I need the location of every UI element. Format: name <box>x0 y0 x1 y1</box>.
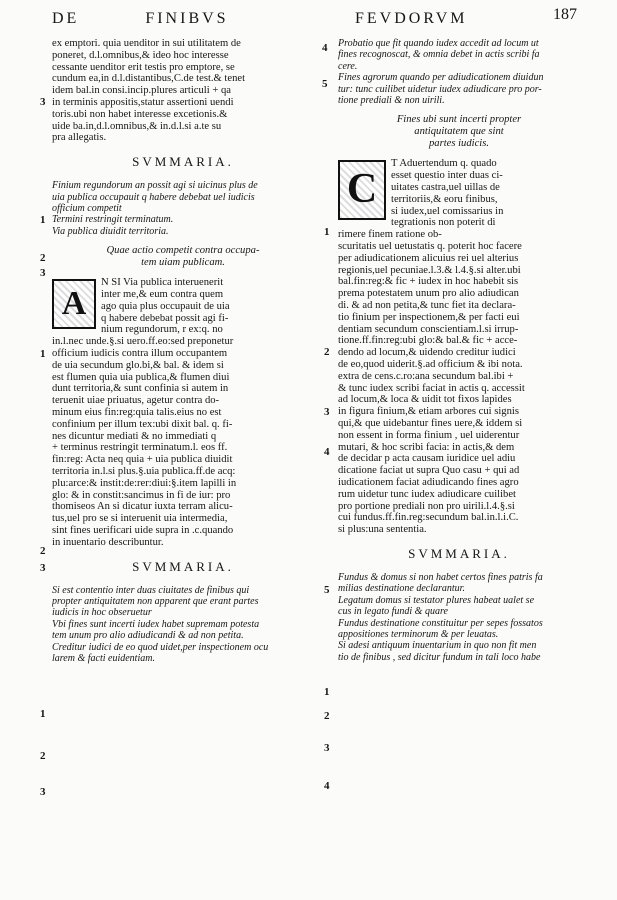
text-line: in inuentario describuntur. <box>52 536 164 548</box>
summaria-item: Fundus destinatione constituitur per sepes fossatos <box>338 617 543 629</box>
summaria-item: Via publica diuidit territoria. <box>52 225 169 237</box>
margin-number: 3 <box>324 742 330 754</box>
summaria-item: uia publica occupauit q habere debebat uel iudicis <box>52 191 255 203</box>
text-line: + terminus restringit terminatum.l. eos ff. <box>52 442 228 454</box>
text-line: T Aduertendum q. quado <box>391 158 497 170</box>
text-line: nium regundorum, r ex:q. no <box>101 324 223 336</box>
text-line: toris.ubi non habet interesse excetionis.& <box>52 108 228 120</box>
text-line: idem bal.in consi.incip.plures articuli + qa <box>52 85 231 97</box>
text-line: plu:arce:& instit:de:rer:diui:§.item lapilli in <box>52 477 237 489</box>
summaria-item: tur: tunc cuilibet uidetur iudex adiudicare pro por- <box>338 83 542 95</box>
summaria-item: Fines agrorum quando per adiudicationem diuidun <box>338 72 544 84</box>
text-line: ago quia plus occupauit de uia <box>101 300 230 312</box>
margin-number: 1 <box>324 226 330 238</box>
margin-number: 4 <box>324 446 330 458</box>
text-line: fin:reg: Acta neq quia + uia publica diuidit <box>52 454 233 466</box>
text-line: est flumen quia uia publica,& flumen diui <box>52 371 230 383</box>
margin-number: 5 <box>322 78 328 90</box>
text-line: regionis,uel pecuniae.l.3.& l.4.§.si alter.ubi <box>338 264 521 276</box>
text-line: in figura finium,& etiam arbores cui signis <box>338 406 519 418</box>
summaria-item: Termini restringit terminatum. <box>52 214 174 226</box>
section-title: Quae actio competit contra occupa- <box>106 245 260 257</box>
text-line: sint fines uerificari uide supra in .c.quando <box>52 524 234 536</box>
summaria-item: appositiones terminorum & per leuatas. <box>338 628 499 640</box>
text-line: rum uidetur tunc iudex adiudicare cuilibet <box>338 488 516 500</box>
text-line: territoriis,& eoru finibus, <box>391 193 498 205</box>
text-line: ex emptori. quia uenditor in sui utilitatem de <box>52 38 241 49</box>
summaria-item: iudicis in hoc obseruetur <box>52 607 152 619</box>
summaria-item: larem & facti euidentiam. <box>52 652 155 664</box>
main-paragraph <box>338 158 580 536</box>
margin-number: 2 <box>324 710 330 722</box>
margin-number: 3 <box>40 562 46 574</box>
summaria-item: tione prediali & non uirili. <box>338 95 445 107</box>
text-line: bal.fin:reg:& fic + iudex in hoc habebit sis <box>338 276 519 288</box>
summaria-item: fines recognoscat, & omnia debet in actis scribi fa <box>338 49 540 61</box>
summaria-item: Legatum domus si testator plures habeat ualet se <box>338 594 535 606</box>
summaria-item: Probatio que fit quando iudex accedit ad locum ut <box>338 38 539 49</box>
text-line: de eo,quod uiderit.§.ad officium & ibi nota. <box>338 358 523 370</box>
summaria-item: Fundus & domus si non habet certos fines patris fa <box>338 571 543 583</box>
text-line: teruenit uiae priuatus, agetur contra do- <box>52 395 220 407</box>
margin-number: 1 <box>324 686 330 698</box>
running-header <box>0 4 617 34</box>
margin-number: 3 <box>40 786 46 798</box>
summaria-list <box>52 180 314 237</box>
decorated-initial-c: C <box>338 160 386 220</box>
text-line: poneret, d.l.omnibus,& ideo hoc interesse <box>52 49 229 61</box>
margin-number: 2 <box>40 545 46 557</box>
summaria-heading: SVMMARIA. <box>132 154 234 170</box>
summaria-heading: SVMMARIA. <box>132 558 234 574</box>
text-line: prema potestatem unum pro alio adiudican <box>338 288 519 300</box>
margin-number: 1 <box>40 214 46 226</box>
text-line: territoria in.l.si plus.§.uia publica.ff.de acq: <box>52 465 236 477</box>
summaria-list <box>338 572 580 663</box>
text-line: dunt territoria,& sunt confinia si autem in <box>52 383 229 395</box>
header-right: FEVDORVM <box>355 10 468 27</box>
text-line: tio finium per inspectionem,& per facti eui <box>338 311 520 323</box>
text-line: per adiudicationem alicuius rei uel alterius <box>338 252 519 264</box>
right-column <box>338 38 580 663</box>
text-line: dicatione faciat ut supra Quo casu + qui ad <box>338 465 520 477</box>
text-line: iudicationem faciat adiudicando fines agro <box>338 476 519 488</box>
summaria-item: Si adesi antiquum inuentarium in quo non fit men <box>338 640 537 652</box>
section-title: tem uiam publicam. <box>141 257 225 269</box>
summaria-item: Vbi fines sunt incerti iudex habet supremam potesta <box>52 618 260 630</box>
section-title: partes iudicis. <box>428 138 490 150</box>
text-line: cui fundus.ff.fin.reg:secundum bal.in.l.i.C. <box>338 512 519 524</box>
summaria-list <box>52 585 314 665</box>
left-column <box>52 38 314 664</box>
text-line: cundum ea,in d.l.distantibus,C.de test.& tenet <box>52 73 246 85</box>
margin-number: 2 <box>40 252 46 264</box>
summaria-list <box>338 38 580 106</box>
header-left: DE FINIBVS <box>52 10 229 27</box>
summaria-item: officium competit <box>52 202 122 214</box>
summaria-item: Creditur iudici de eo quod uidet,per inspectionem ocu <box>52 641 269 653</box>
text-line: inter me,& eum contra quem <box>101 289 224 300</box>
text-line: tegrationis non poterit di <box>391 217 496 229</box>
summaria-item: cere. <box>338 60 358 72</box>
text-line: confinium per illum tex:ubi dixit bal. q. fi- <box>52 418 233 430</box>
text-line: q habere debebat possit agi fi- <box>101 312 229 324</box>
text-line: dentiam secundum conscientiam.l.si irrup- <box>338 323 519 335</box>
text-line: de uia secundum glo.bi,& bal. & idem si <box>52 359 224 371</box>
text-line: rimere finem ratione ob- <box>338 229 442 241</box>
text-line: N SI Via publica interuenerit <box>101 277 224 289</box>
text-line: in terminis appositis,statur assertioni uendi <box>52 96 234 108</box>
text-line: pro portione prediali non pro uirili.l.4.§.si <box>338 500 515 512</box>
margin-number: 1 <box>40 708 46 720</box>
summaria-item: tio de finibus , sed dicitur fundum in tali loco habe <box>338 651 541 663</box>
text-line: thomiseos An si dicatur iuxta terram alicu- <box>52 501 233 513</box>
summaria-item: propter antiquitatem non apparent que erant partes <box>52 595 259 607</box>
summaria-item: Finium regundorum an possit agi si uicinus plus de <box>52 180 258 192</box>
text-line: si iudex,uel comissarius in <box>391 205 504 217</box>
margin-number: 3 <box>40 267 46 279</box>
text-line: in.l.nec unde.§.si uero.ff.eo:sed preponetur <box>52 336 234 348</box>
summaria-heading: SVMMARIA. <box>408 545 510 561</box>
text-line: pra allegatis. <box>52 132 107 144</box>
text-line: extra de cens.c.ro:ana secundum bal.ibi + <box>338 370 514 382</box>
text-line: tus,uel pro se si interuenit uia intermedia, <box>52 513 228 525</box>
margin-number: 4 <box>324 780 330 792</box>
text-line: mutari, & hoc scribi facia: in actis,& dem <box>338 441 515 453</box>
text-line: de decidar p acta causam iuridice uel adiu <box>338 453 516 465</box>
text-line: cessante uenditor erit testis pro emptore, se <box>52 61 235 73</box>
text-line: non essent in forma finium , uel uiderentur <box>338 429 520 441</box>
margin-number: 2 <box>324 346 330 358</box>
text-line: nes dicuntur mediati & no immediati q <box>52 430 217 442</box>
margin-number: 3 <box>324 406 330 418</box>
margin-number: 4 <box>322 42 328 54</box>
text-line: scuritatis uel uetustatis q. poterit hoc facere <box>338 241 522 253</box>
text-line: qui,& que uidebantur fines uere,& iddem si <box>338 417 523 429</box>
text-line: minum eius fin:reg:quia talis.eius no est <box>52 406 222 418</box>
text-line: si plus:una sententia. <box>338 524 427 536</box>
text-line: uitates castra,uel uillas de <box>391 182 500 194</box>
text-line: di. & ad non petita,& tunc fiet ita declara- <box>338 300 516 311</box>
margin-number: 3 <box>40 96 46 108</box>
folio-number: 187 <box>553 6 577 23</box>
text-line: officium iudicis contra illum occupantem <box>52 347 228 359</box>
text-line: glo: & in constit:sancimus in fi de iur: pro <box>52 489 231 501</box>
section-title: antiquitatem que sint <box>414 126 504 138</box>
section-title: Fines ubi sunt incerti propter <box>396 114 522 126</box>
text-line: uide ba.in,d.l.omnibus,& in.d.l.si a.te su <box>52 120 222 132</box>
margin-number: 2 <box>40 750 46 762</box>
main-paragraph <box>52 277 314 548</box>
text-line: & tunc iudex scribi faciat in actis q. accessit <box>338 382 525 394</box>
margin-number: 1 <box>40 348 46 360</box>
summaria-item: milias destinatione declarantur. <box>338 583 465 595</box>
text-line: tione.ff.fin:reg:ubi glo:& bal.& fic + acce- <box>338 335 518 347</box>
margin-number: 5 <box>324 584 330 596</box>
text-line: dendo ad locum,& uidendo creditur iudici <box>338 347 516 359</box>
summaria-item: cus in legato fundi & quare <box>338 606 448 618</box>
summaria-item: Si est contentio inter duas ciuitates de finibus qui <box>52 584 250 596</box>
text-line: esset questio inter duas ci- <box>391 170 503 182</box>
summaria-item: tem unum pro alio adiudicandi & ad non petita. <box>52 630 244 642</box>
intro-paragraph <box>52 38 314 144</box>
text-line: ad locum,& loca & uidit tot fixos lapides <box>338 394 512 406</box>
decorated-initial-a: A <box>52 279 96 329</box>
